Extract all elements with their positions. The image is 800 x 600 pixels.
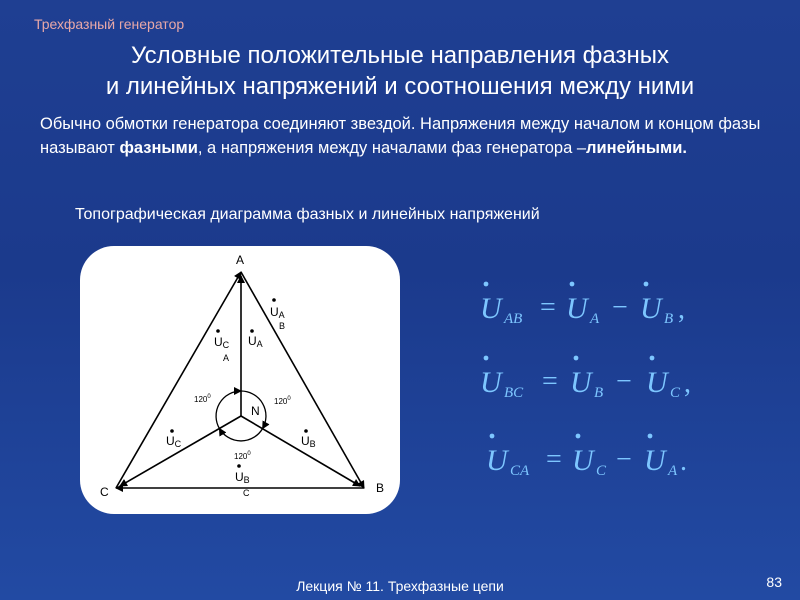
svg-text:UA: UA xyxy=(248,334,263,349)
svg-text:A: A xyxy=(223,353,230,363)
vertex-b-label: B xyxy=(376,481,385,495)
intro-text-1: Обычно обмотки генератора соединяют звездой. Напряжения между началом и концом фазы называют xyxy=(40,115,761,157)
neutral-label: N xyxy=(251,404,260,418)
voltage-formulas xyxy=(470,268,720,488)
vertex-c-label: C xyxy=(100,485,109,499)
svg-text:B: B xyxy=(279,321,286,331)
vertex-a-label: A xyxy=(236,253,245,267)
svg-text:AB: AB xyxy=(504,311,523,327)
svg-text:−: − xyxy=(616,444,632,475)
formulas-svg xyxy=(470,268,720,488)
svg-text:B: B xyxy=(594,385,604,401)
svg-text:U: U xyxy=(570,366,592,399)
diagram-svg xyxy=(80,246,400,514)
svg-text:BC: BC xyxy=(504,385,524,401)
svg-text:UB: UB xyxy=(235,470,250,485)
svg-text:=: = xyxy=(546,444,562,475)
svg-text:,: , xyxy=(678,294,685,325)
label-u-bc xyxy=(235,464,250,498)
svg-text:A: A xyxy=(668,463,678,479)
svg-text:UA: UA xyxy=(270,305,285,320)
svg-text:U: U xyxy=(480,292,502,325)
formula-u-ca xyxy=(486,434,687,479)
svg-text:U: U xyxy=(572,444,594,477)
svg-text:A: A xyxy=(590,311,600,327)
svg-text:UC: UC xyxy=(214,335,230,350)
svg-text:UB: UB xyxy=(301,434,316,449)
svg-text:C: C xyxy=(670,385,681,401)
svg-text:,: , xyxy=(684,368,691,399)
intro-bold-line: линейными. xyxy=(586,139,687,157)
line-voltage-ca-arrow xyxy=(116,272,241,488)
svg-text:U: U xyxy=(644,444,666,477)
svg-text:=: = xyxy=(540,292,556,323)
diagram-caption: Топографическая диаграмма фазных и линейных напряжений xyxy=(75,206,540,223)
lecture-footer: Лекция № 11. Трехфазные цепи xyxy=(296,578,504,594)
svg-text:−: − xyxy=(612,292,628,323)
svg-text:=: = xyxy=(542,366,558,397)
svg-text:UC: UC xyxy=(166,434,182,449)
topographic-diagram xyxy=(80,246,400,514)
angle-label-right: $120^0$ xyxy=(274,396,291,406)
label-u-b xyxy=(301,429,316,449)
label-u-a xyxy=(248,329,263,349)
angle-label-bottom: $120^0$ xyxy=(234,451,251,461)
section-topic: Трехфазный генератор xyxy=(34,16,185,32)
angle-label-left: $120^0$ xyxy=(194,394,211,404)
svg-text:U: U xyxy=(646,366,668,399)
formula-u-bc xyxy=(480,356,691,401)
svg-text:U: U xyxy=(566,292,588,325)
label-u-c xyxy=(166,429,182,449)
svg-text:U: U xyxy=(640,292,662,325)
svg-text:C: C xyxy=(243,488,250,498)
intro-text-2: , а напряжения между началами фаз генератора – xyxy=(197,139,587,157)
svg-text:CA: CA xyxy=(510,463,530,479)
svg-text:.: . xyxy=(680,446,687,477)
formula-u-ab xyxy=(480,282,685,327)
slide-title xyxy=(0,40,800,102)
svg-text:U: U xyxy=(480,366,502,399)
intro-bold-phase: фазными xyxy=(119,139,198,157)
svg-text:C: C xyxy=(596,463,607,479)
svg-text:−: − xyxy=(616,366,632,397)
label-u-ca xyxy=(214,329,230,363)
slide-title-line-2: и линейных напряжений и соотношения между ними xyxy=(105,73,695,100)
page-number: 83 xyxy=(766,574,782,590)
line-voltage-ab-arrow xyxy=(241,272,364,488)
svg-text:U: U xyxy=(486,444,508,477)
intro-paragraph xyxy=(40,112,780,160)
slide-title-line-1: Условные положительные направления фазных xyxy=(131,42,669,69)
svg-text:B: B xyxy=(664,311,674,327)
angle-arc-bottom xyxy=(219,429,262,441)
